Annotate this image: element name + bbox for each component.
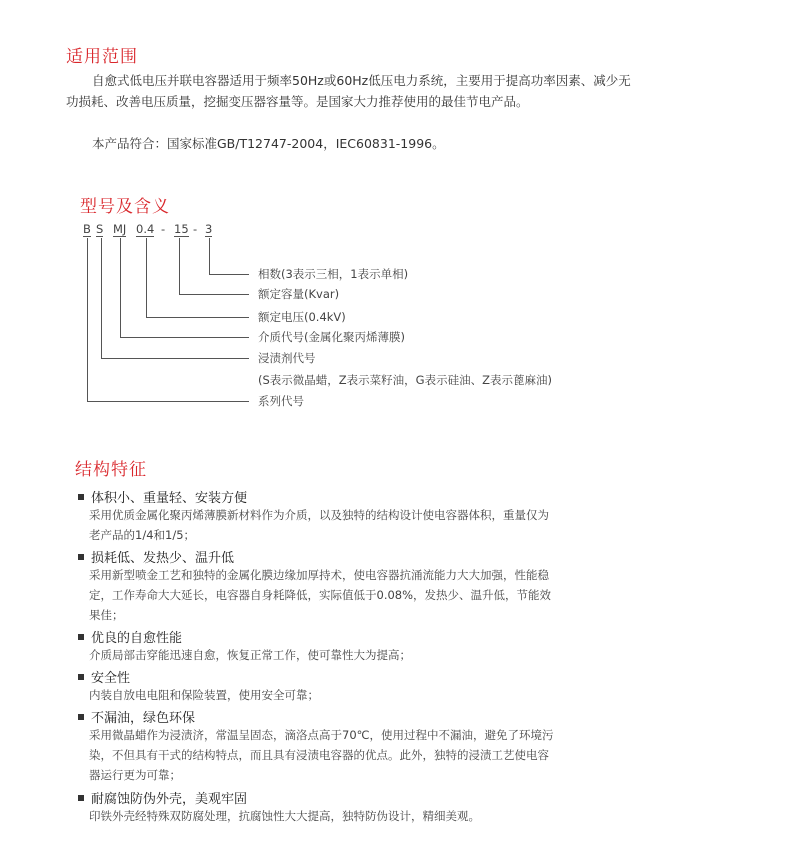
- connector-line: [146, 317, 249, 318]
- label-dielectric: 介质代号(金属化聚丙烯薄膜): [258, 330, 405, 344]
- code-s: S: [96, 222, 104, 236]
- connector-line: [101, 358, 249, 359]
- code-mj: MJ: [113, 222, 127, 236]
- connector-line: [179, 294, 249, 295]
- feature-title: 耐腐蚀防伪外壳，美观牢固: [78, 788, 247, 807]
- square-bullet-icon: [78, 795, 84, 801]
- square-bullet-icon: [78, 674, 84, 680]
- feature-desc: 介质局部击穿能迅速自愈，恢复正常工作，使可靠性大为提高；: [89, 648, 411, 662]
- square-bullet-icon: [78, 494, 84, 500]
- connector-line: [120, 337, 249, 338]
- code-capacity: 15: [174, 222, 189, 236]
- feature-desc: 采用微晶蜡作为浸渍济，常温呈固态，滴洛点高于70℃，使用过程中不漏油，避免了环境污染，不但具有干式的结构特点，而且具有浸渍电容器的优点。此外，独特的浸渍工艺使电容器运行更为可靠；: [89, 728, 554, 782]
- connector-line: [101, 238, 102, 358]
- connector-line: [146, 238, 147, 317]
- feature-desc: 内装自放电电阻和保险装置，使用安全可靠；: [89, 688, 319, 702]
- code-phase: 3: [205, 222, 213, 236]
- code-b: B: [83, 222, 91, 236]
- connector-line: [209, 238, 210, 274]
- feature-title: 损耗低、发热少、温升低: [78, 547, 234, 566]
- square-bullet-icon: [78, 554, 84, 560]
- label-capacity: 额定容量(Kvar): [258, 287, 340, 301]
- code-voltage: 0.4: [136, 222, 155, 236]
- label-voltage: 额定电压(0.4kV): [258, 310, 346, 324]
- model-heading: 型号及含义: [80, 197, 170, 217]
- feature-desc: 采用优质金属化聚丙烯薄膜新材料作为介质，以及独特的结构设计使电容器体积，重量仅为老产品的1/4和1/5；: [89, 508, 549, 542]
- model-code: [0, 222, 300, 238]
- feature-title: 不漏油，绿色环保: [78, 707, 195, 726]
- connector-line: [120, 238, 121, 337]
- feature-desc: 采用新型喷金工艺和独特的金属化膜边缘加厚持术，使电容器抗涌流能力大大加强，性能稳定，工作寿命大大延长，电容器自身耗降低，实际值低于0.08%，发热少、温升低，节能效果佳；: [89, 568, 552, 622]
- scope-heading: 适用范围: [66, 47, 138, 67]
- square-bullet-icon: [78, 634, 84, 640]
- scope-paragraph: 自愈式低电压并联电容器适用于频率50Hz或60Hz低压电力系统，主要用于提高功率因素、减少无功损耗、改善电压质量，挖掘变压器容量等。是国家大力推荐使用的最佳节电产品。: [66, 73, 631, 109]
- connector-line: [179, 238, 180, 294]
- feature-desc: 印铁外壳经特殊双防腐处理，抗腐蚀性大大提高，独特防伪设计，精细美观。: [89, 809, 480, 823]
- square-bullet-icon: [78, 714, 84, 720]
- connector-line: [87, 401, 249, 402]
- feature-title: 体积小、重量轻、安装方便: [78, 487, 247, 506]
- label-series: 系列代号: [258, 394, 304, 408]
- connector-line: [87, 238, 88, 401]
- code-dash-2: -: [193, 222, 198, 236]
- features-heading: 结构特征: [75, 460, 147, 480]
- connector-line: [209, 274, 249, 275]
- label-impregnant: 浸渍剂代号: [258, 351, 316, 365]
- code-dash-1: -: [161, 222, 166, 236]
- feature-title: 安全性: [78, 667, 130, 686]
- feature-title: 优良的自愈性能: [78, 627, 182, 646]
- label-impregnant-note: (S表示微晶蜡，Z表示菜籽油，G表示硅油、Z表示蓖麻油): [258, 373, 552, 387]
- label-phase: 相数(3表示三相，1表示单相): [258, 267, 409, 281]
- scope-standard: 本产品符合：国家标准GB/T12747-2004，IEC60831-1996。: [92, 136, 445, 151]
